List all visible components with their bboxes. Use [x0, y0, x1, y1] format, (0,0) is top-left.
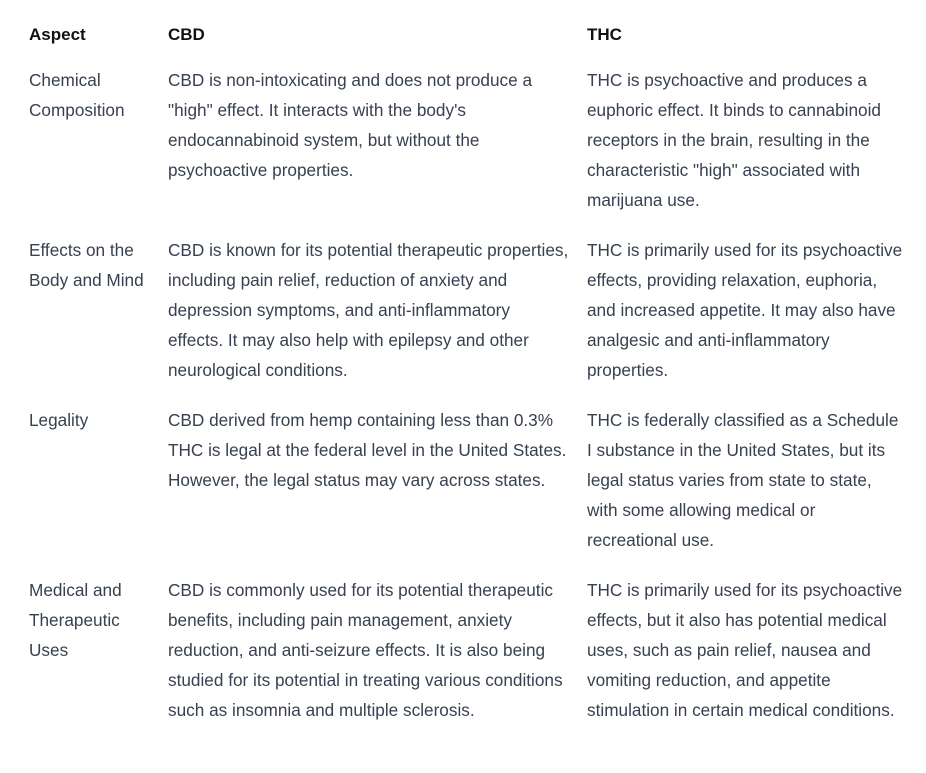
comparison-table	[20, 12, 916, 738]
table-header	[20, 12, 916, 58]
thc-cell: THC is psychoactive and produces a euphoric effect. It binds to cannabinoid receptors in the brain, resulting in the characteristic "high" associated with marijuana use.	[587, 70, 881, 210]
table-row	[20, 398, 916, 568]
table-row	[20, 568, 916, 738]
cbd-cell: CBD is commonly used for its potential therapeutic benefits, including pain management, anxiety reduction, and anti-seizure effects. It is also being studied for its potential in treating various conditions such as insomnia and multiple sclerosis.	[168, 580, 563, 720]
table-row	[20, 228, 916, 398]
header-thc: THC	[587, 25, 622, 44]
thc-cell: THC is primarily used for its psychoactive effects, but it also has potential medical uses, such as pain relief, nausea and vomiting reduction, and appetite stimulation in certain medical conditions.	[587, 580, 903, 720]
aspect-cell: Chemical Composition	[29, 70, 125, 120]
thc-cell: THC is federally classified as a Schedule I substance in the United States, but its legal status varies from state to state, with some allowing medical or recreational use.	[587, 410, 899, 550]
table-row	[20, 58, 916, 228]
table-body	[20, 58, 916, 738]
cbd-cell: CBD derived from hemp containing less than 0.3% THC is legal at the federal level in the United States. However, the legal status may vary across states.	[168, 410, 567, 490]
thc-cell: THC is primarily used for its psychoactive effects, providing relaxation, euphoria, and increased appetite. It may also have analgesic and anti-inflammatory properties.	[587, 240, 903, 380]
header-row	[20, 12, 916, 58]
cbd-cell: CBD is known for its potential therapeutic properties, including pain relief, reduction of anxiety and depression symptoms, and anti-inflammatory effects. It may also help with epilepsy and other neurological conditions.	[168, 240, 569, 380]
aspect-cell: Effects on the Body and Mind	[29, 240, 144, 290]
header-aspect: Aspect	[29, 25, 86, 44]
aspect-cell: Medical and Therapeutic Uses	[29, 580, 122, 660]
header-cbd: CBD	[168, 25, 205, 44]
cbd-cell: CBD is non-intoxicating and does not produce a "high" effect. It interacts with the body's endocannabinoid system, but without the psychoactive properties.	[168, 70, 533, 180]
aspect-cell: Legality	[29, 410, 89, 430]
